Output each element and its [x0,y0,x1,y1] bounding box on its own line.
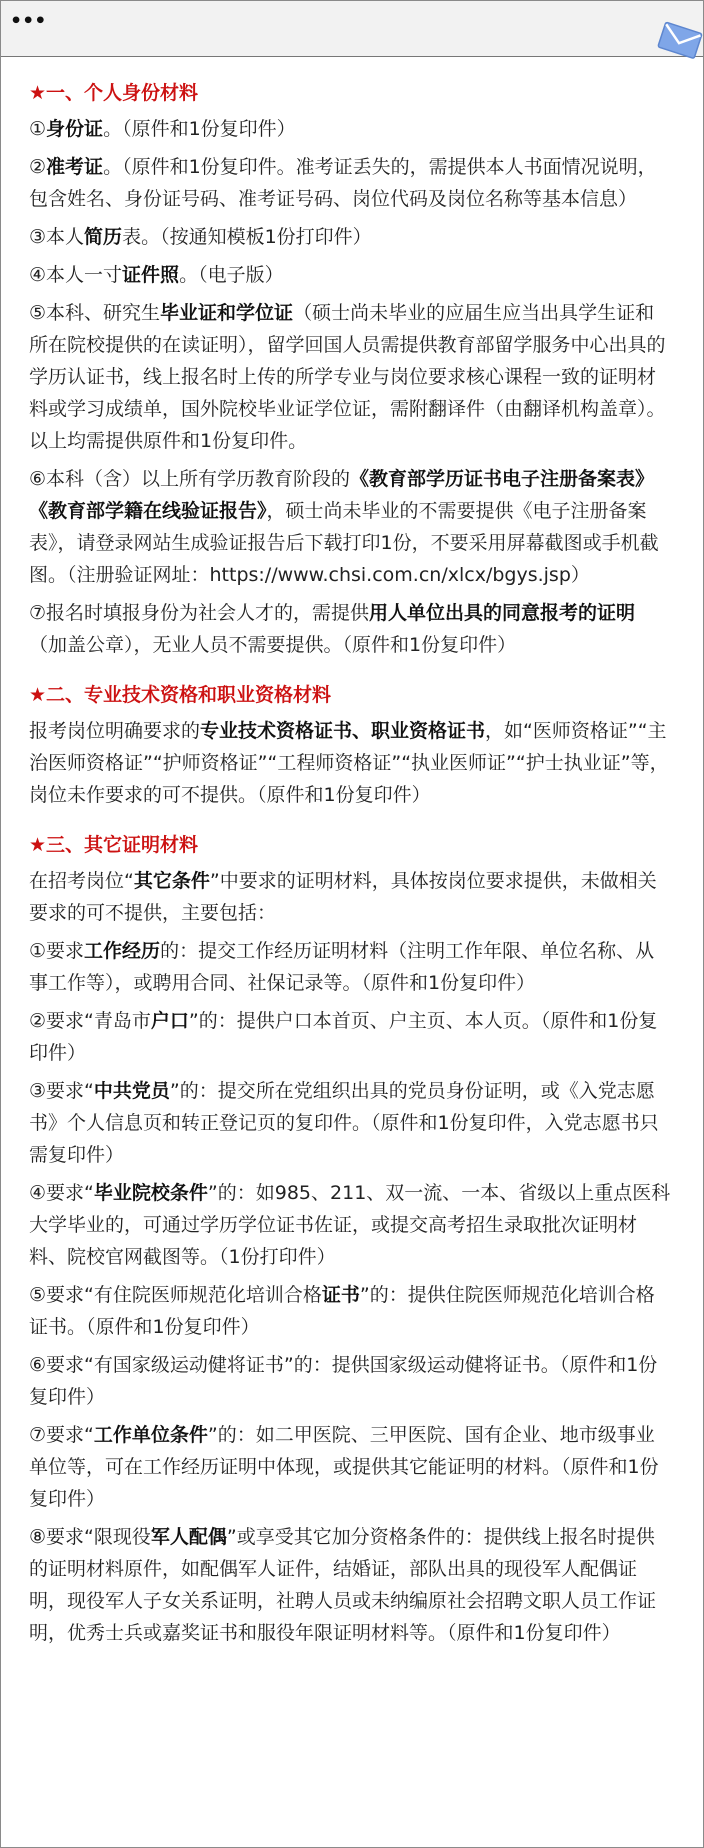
paragraph-text: ① [29,118,47,140]
requirement-paragraph [29,1177,673,1273]
paragraph-text: ②要求“青岛市 [29,1010,151,1032]
document-body [1,57,703,1649]
more-menu-button[interactable]: ••• [10,10,47,32]
paragraph-text: ④本人一寸 [29,264,123,286]
paragraph-text: 报考岗位明确要求的 [29,720,201,742]
paragraph-text: ⑦要求“ [29,1424,94,1446]
emphasis-text: 准考证 [46,156,104,178]
paragraph-text: ”或享受其它加分资格条件的：提供线上报名时提供的证明材料原件，如配偶军人证件，结婚证，部队出具的现役军人配偶证明，现役军人子女关系证明，社聘人员或未纳编原社会招聘文职人员工作证明，优秀士兵或嘉奖证书和服役年限证明材料等。（原件和1份复印件） [29,1526,657,1644]
emphasis-text: 用人单位出具的同意报考的证明 [369,602,636,624]
section-title: ★一、个人身份材料 [29,82,199,104]
emphasis-text: 身份证 [46,118,104,140]
paragraph-text: 在招考岗位“ [29,870,134,892]
requirement-paragraph [29,865,673,929]
top-bar [1,1,703,57]
paragraph-text: 的：提交工作经历证明材料（注明工作年限、单位名称、从事工作等），或聘用合同、社保记录等。（原件和1份复印件） [29,940,655,994]
section-title: ★二、专业技术资格和职业资格材料 [29,684,332,706]
paragraph-text: （硕士尚未毕业的应届生应当出具学生证和所在院校提供的在读证明），留学回国人员需提供教育部留学服务中心出具的学历认证书，线上报名时上传的所学专业与岗位要求核心课程一致的证明材料或学习成绩单，国外院校毕业证学位证，需附翻译件（由翻译机构盖章）。以上均需提供原件和1份复印件。 [29,302,666,452]
paragraph-text: 。（原件和1份复印件。准考证丢失的，需提供本人书面情况说明，包含姓名、身份证号码、准考证号码、岗位代码及岗位名称等基本信息） [29,156,657,210]
paragraph-text: ⑥本科（含）以上所有学历教育阶段的 [29,468,351,490]
paragraph-text: ”的：提供户口本首页、户主页、本人页。（原件和1份复印件） [29,1010,658,1064]
paragraph-text: ⑤本科、研究生 [29,302,161,324]
paragraph-text: ③本人 [29,226,85,248]
emphasis-text: 军人配偶 [150,1526,227,1548]
paragraph-text: ④要求“ [29,1182,94,1204]
paragraph-text: ，如“医师资格证”“主治医师资格证”“护师资格证”“工程师资格证”“执业医师证”“护士执业证”等，岗位未作要求的可不提供。（原件和1份复印件） [29,720,669,806]
paragraph-text: ，硕士尚未毕业的不需要提供《电子注册备案表》，请登录网站生成验证报告后下载打印1份，不要采用屏幕截图或手机截图。（注册验证网址：https://www.chsi.com.cn/xlcx/bgys.jsp） [29,500,659,586]
paragraph-text: ⑤要求“有住院医师规范化培训合格 [29,1284,322,1306]
emphasis-text: 简历 [84,226,123,248]
paragraph-text: ”的：如二甲医院、三甲医院、国有企业、地市级事业单位等，可在工作经历证明中体现，或提供其它能证明的材料。（原件和1份复印件） [29,1424,659,1510]
paragraph-text: ”中要求的证明材料，具体按岗位要求提供，未做相关要求的可不提供，主要包括： [29,870,657,924]
emphasis-text: 证书 [321,1284,360,1306]
paragraph-text: ⑥要求“有国家级运动健将证书”的：提供国家级运动健将证书。（原件和1份复印件） [29,1354,658,1408]
requirement-paragraph [29,221,673,253]
requirement-paragraph [29,935,673,999]
requirement-paragraph [29,715,673,811]
paragraph-text: 。（原件和1份复印件） [103,118,296,140]
emphasis-text: 工作单位条件 [93,1424,208,1446]
emphasis-text: 专业技术资格证书、职业资格证书 [200,720,486,742]
emphasis-text: 其它条件 [133,870,210,892]
paragraph-text: ⑧要求“限现役 [29,1526,151,1548]
paragraph-text: 。（电子版） [179,264,284,286]
paragraph-text: ”的：提供住院医师规范化培训合格证书。（原件和1份复印件） [29,1284,655,1338]
paragraph-text: （加盖公章），无业人员不需要提供。（原件和1份复印件） [29,634,517,656]
paragraph-text: ② [29,156,47,178]
emphasis-text: 工作经历 [84,940,161,962]
requirement-paragraph [29,1521,673,1649]
emphasis-text: 户口 [150,1010,189,1032]
emphasis-text: 中共党员 [93,1080,170,1102]
paragraph-text: ③要求“ [29,1080,94,1102]
requirement-paragraph [29,259,673,291]
emphasis-text: 《教育部学历证书电子注册备案表》《教育部学籍在线验证报告》 [29,468,655,522]
requirement-paragraph [29,151,673,215]
requirement-paragraph [29,463,673,591]
paragraph-text: ”的：如985、211、双一流、一本、省级以上重点医科大学毕业的，可通过学历学位证书佐证，或提交高考招生录取批次证明材料、院校官网截图等。（1份打印件） [29,1182,671,1268]
paragraph-text: ”的：提交所在党组织出具的党员身份证明，或《入党志愿书》个人信息页和转正登记页的复印件。（原件和1份复印件，入党志愿书只需复印件） [29,1080,659,1166]
requirement-paragraph [29,297,673,457]
paragraph-text: ①要求 [29,940,85,962]
emphasis-text: 证件照 [122,264,180,286]
requirement-paragraph [29,1005,673,1069]
requirement-paragraph [29,113,673,145]
requirement-paragraph [29,1419,673,1515]
paragraph-text: 表。（按通知模板1份打印件） [122,226,372,248]
emphasis-text: 毕业院校条件 [93,1182,208,1204]
requirement-paragraph [29,597,673,661]
envelope-icon[interactable] [655,19,703,61]
paragraph-text: ⑦报名时填报身份为社会人才的，需提供 [29,602,370,624]
requirement-paragraph [29,1349,673,1413]
section-title: ★三、其它证明材料 [29,834,199,856]
requirement-paragraph [29,1075,673,1171]
emphasis-text: 毕业证和学位证 [160,302,294,324]
requirement-paragraph [29,1279,673,1343]
